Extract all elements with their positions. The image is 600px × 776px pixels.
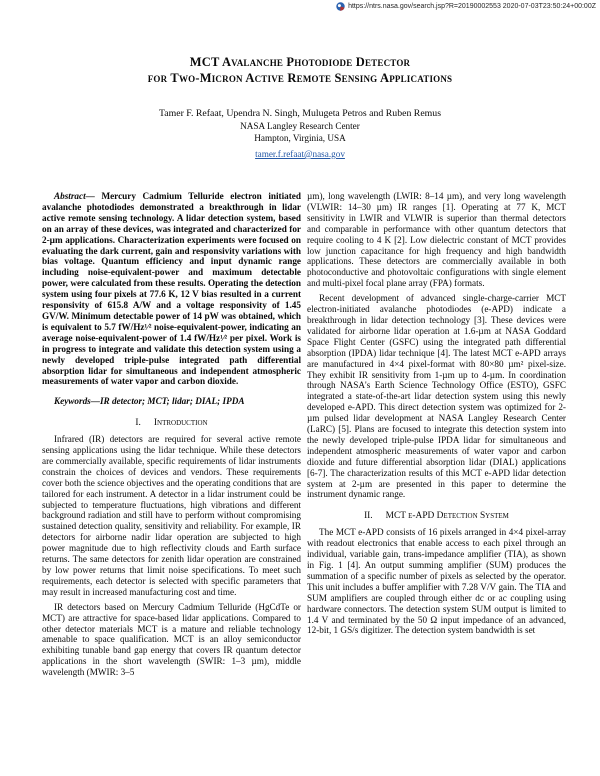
authors-line: Tamer F. Refaat, Upendra N. Singh, Mulugeta Petros and Ruben Remus [158, 108, 442, 119]
two-column-body [0, 162, 600, 682]
intro-continuation-paragraph: µm), long wavelength (LWIR: 8–14 µm), and very long wavelength (VLWIR: 14–30 µm) IR ranges [1]. Operating at 77 K, MCT sensitivity in LWIR and VLWIR is superior than thermal detectors and comparable in performance with other quantum detectors that require cooling to 4 K [2]. Low dielectric constant of MCT provides low junction capacitance for high frequency and high bandwidth applications. These detectors are commercially available in both photoconductive and photovoltaic configurations with single element and multi-pixel focal plane array (FPA) formats. [307, 191, 566, 289]
abstract-label: Abstract— [54, 191, 95, 201]
intro-paragraph-1: Infrared (IR) detectors are required for several active remote sensing applications using the lidar technique. While these detectors are commercially available, specific requirements of lidar instruments constrain the choices of devices and vendors. These requirements cover both the science objectives and the operating conditions that are tailored for each instrument. A detector in a lidar instrument could be subjected to temperature fluctuations, high vibrations and different background radiation and still have to perform without compromising sustained detection quality, sensitivity and reliability. For example, IR detectors for airborne nadir lidar operation are subjected to high power magnitude due to high reflectivity clouds and Earth surface returns. The same detectors for zenith lidar operation are constrained by low power returns that limit noise specifications. To meet such requirements, each detector is selected with specific parameters that may result in increased manufacturing cost and time. [42, 434, 301, 597]
section-number: I. [135, 418, 141, 429]
abstract-text: Mercury Cadmium Telluride electron initiated avalanche photodiodes demonstrated a breakthrough in lidar active remote sensing technology. A lidar detection system, based on an array of these devices, was integrated and characterized for 2-µm applications. Characterization experiments were focused on evaluating the dark current, gain and responsivity variations with bias voltage. Quantum efficiency and input dynamic range including noise-equivalent-power and maximum detectable power, were calculated from these results. Operating the detection system using four pixels at 77.6 K, 12 V bias resulted in a current responsivity of 615.8 A/W and a voltage responsivity of 1.45 GV/W. Minimum detectable power of 14 pW was obtained, which is equivalent to 5.7 fW/Hz¹⁄² noise-equivalent-power, indicating an average noise-equivalent-power of 1.4 fW/Hz¹⁄² per pixel. Work is in progress to integrate and validate this detection system using a newly developed triple-pulse integrated path differential absorption lidar for simultaneous and independent atmospheric measurements of water vapor and carbon dioxide. [42, 191, 301, 387]
title-line-1: MCT Avalanche Photodiode Detector [189, 55, 411, 69]
left-column [42, 191, 301, 682]
right-column [307, 191, 566, 682]
intro-paragraph-2: IR detectors based on Mercury Cadmium Telluride (HgCdTe or MCT) are attractive for space-based lidar applications. Compared to other detector materials MCT is a mature and reliable technology amenable to space qualification. MCT is an alloy semiconductor exhibiting tunable band gap energy that covers IR quantum detector applications in the short wavelength (SWIR: 1–3 µm), middle wavelength (MWIR: 3–5 [42, 601, 301, 678]
section-heading-introduction [42, 418, 301, 429]
stamp-url-link[interactable]: https://ntrs.nasa.gov/search.jsp?R=20190002553 2020-07-03T23:50:24+00:00Z [348, 3, 596, 10]
email-link[interactable]: tamer.f.refaat@nasa.gov [255, 149, 345, 159]
stamp-logo-icon [336, 2, 345, 11]
section-title: MCT e-APD Detection System [385, 511, 509, 522]
ntrs-stamp [336, 2, 596, 11]
abstract-paragraph [42, 191, 301, 387]
title-line-2: for Two-Micron Active Remote Sensing Applications [147, 70, 453, 85]
paper-header [0, 0, 600, 162]
keywords-line: Keywords—IR detector; MCT; lidar; DIAL; IPDA [54, 396, 245, 407]
location-line: Hampton, Virginia, USA [254, 133, 346, 143]
paper-title [0, 55, 600, 86]
section-heading-detection-system [307, 511, 566, 522]
section-title: Introduction [153, 418, 208, 429]
section-number: II. [364, 511, 373, 522]
detection-system-paragraph: The MCT e-APD consists of 16 pixels arranged in 4×4 pixel-array with readout electronics that enable access to each pixel through an individual, variable gain, trans-impedance amplifier (TIA), as shown in Fig. 1 [4]. An output summing amplifier (SUM) produces the summation of a specific number of pixels as selected by the operator. This unit includes a buffer amplifier with 7.28 V/V gain. The TIA and SUM amplifiers are coupled through either dc or ac coupling using hardware connectors. The detection system SUM output is limited to 1.4 V and terminated by the 50 Ω input impedance of an advanced, 12-bit, 1 GS/s digitizer. The detection system bandwidth is set [307, 527, 566, 636]
eapd-development-paragraph: Recent development of advanced single-charge-carrier MCT electron-initiated avalanche photodiodes (e-APD) indicate a breakthrough in lidar detection technology [3]. These devices were validated for airborne lidar operation at 1.6-µm at NASA Goddard Space Flight Center (GSFC) using the integrated path differential absorption (IPDA) lidar technique [4]. The latest MCT e-APD arrays are manufactured in 4×4 pixel-format with 80×80 µm² pixel-size. They exhibit IR sensitivity from 1-µm up to 4-µm. In coordination through NASA's Earth Science Technology Office (ESTO), GSFC integrated a state-of-the-art lidar detection system using this newly developed e-APD. This direct detection system was optimized for 2-µm pulsed lidar development at NASA Langley Research Center (LaRC) [5]. Plans are focused to integrate this detection system into the newly developed triple-pulse IPDA lidar for simultaneous and independent atmospheric measurements of water vapor and carbon dioxide and future differential absorption lidar (DIAL) applications [6-7]. The characterization results of this MCT e-APD lidar detection system at 2-µm are presented in this paper to determine the instrument dynamic range. [307, 293, 566, 500]
affiliation-line: NASA Langley Research Center [240, 121, 360, 131]
